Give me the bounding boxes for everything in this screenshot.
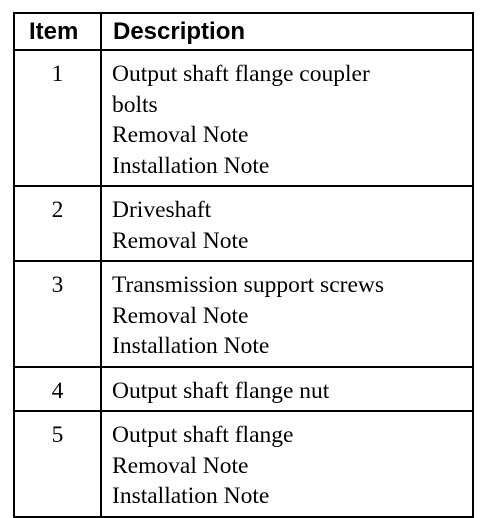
removal-note-link[interactable]: Removal Note xyxy=(112,227,249,254)
table-row xyxy=(14,411,473,517)
item-number: 4 xyxy=(14,367,101,412)
item-number: 3 xyxy=(14,261,101,367)
item-description xyxy=(101,261,473,367)
table-header xyxy=(14,13,473,50)
description-line: bolts xyxy=(112,91,158,118)
removal-note-link[interactable]: Removal Note xyxy=(112,122,249,148)
table-row xyxy=(14,367,473,412)
item-description xyxy=(101,50,473,186)
item-number: 2 xyxy=(14,186,101,261)
description-column-header: Description xyxy=(101,13,473,50)
table-row xyxy=(14,261,473,367)
removal-note-link[interactable]: Removal Note xyxy=(112,302,249,329)
item-description xyxy=(101,367,473,412)
removal-note-link[interactable]: Removal Note xyxy=(112,452,249,479)
item-column-header: Item xyxy=(14,13,101,50)
installation-note-link[interactable]: Installation Note xyxy=(112,152,270,179)
description-line: Driveshaft xyxy=(112,197,212,223)
item-description xyxy=(101,186,473,261)
installation-note-link[interactable]: Installation Note xyxy=(112,483,270,509)
description-line: Transmission support screws xyxy=(112,272,385,298)
description-line: Output shaft flange coupler xyxy=(112,61,370,87)
item-number: 1 xyxy=(14,50,101,186)
header-row xyxy=(14,13,473,50)
table-body xyxy=(14,50,473,517)
description-line: Output shaft flange nut xyxy=(112,377,330,404)
description-line: Output shaft flange xyxy=(112,422,294,448)
installation-note-link[interactable]: Installation Note xyxy=(112,333,270,359)
table-row xyxy=(14,50,473,186)
item-number: 5 xyxy=(14,411,101,517)
item-description xyxy=(101,411,473,517)
table-row xyxy=(14,186,473,261)
parts-table xyxy=(13,12,474,518)
